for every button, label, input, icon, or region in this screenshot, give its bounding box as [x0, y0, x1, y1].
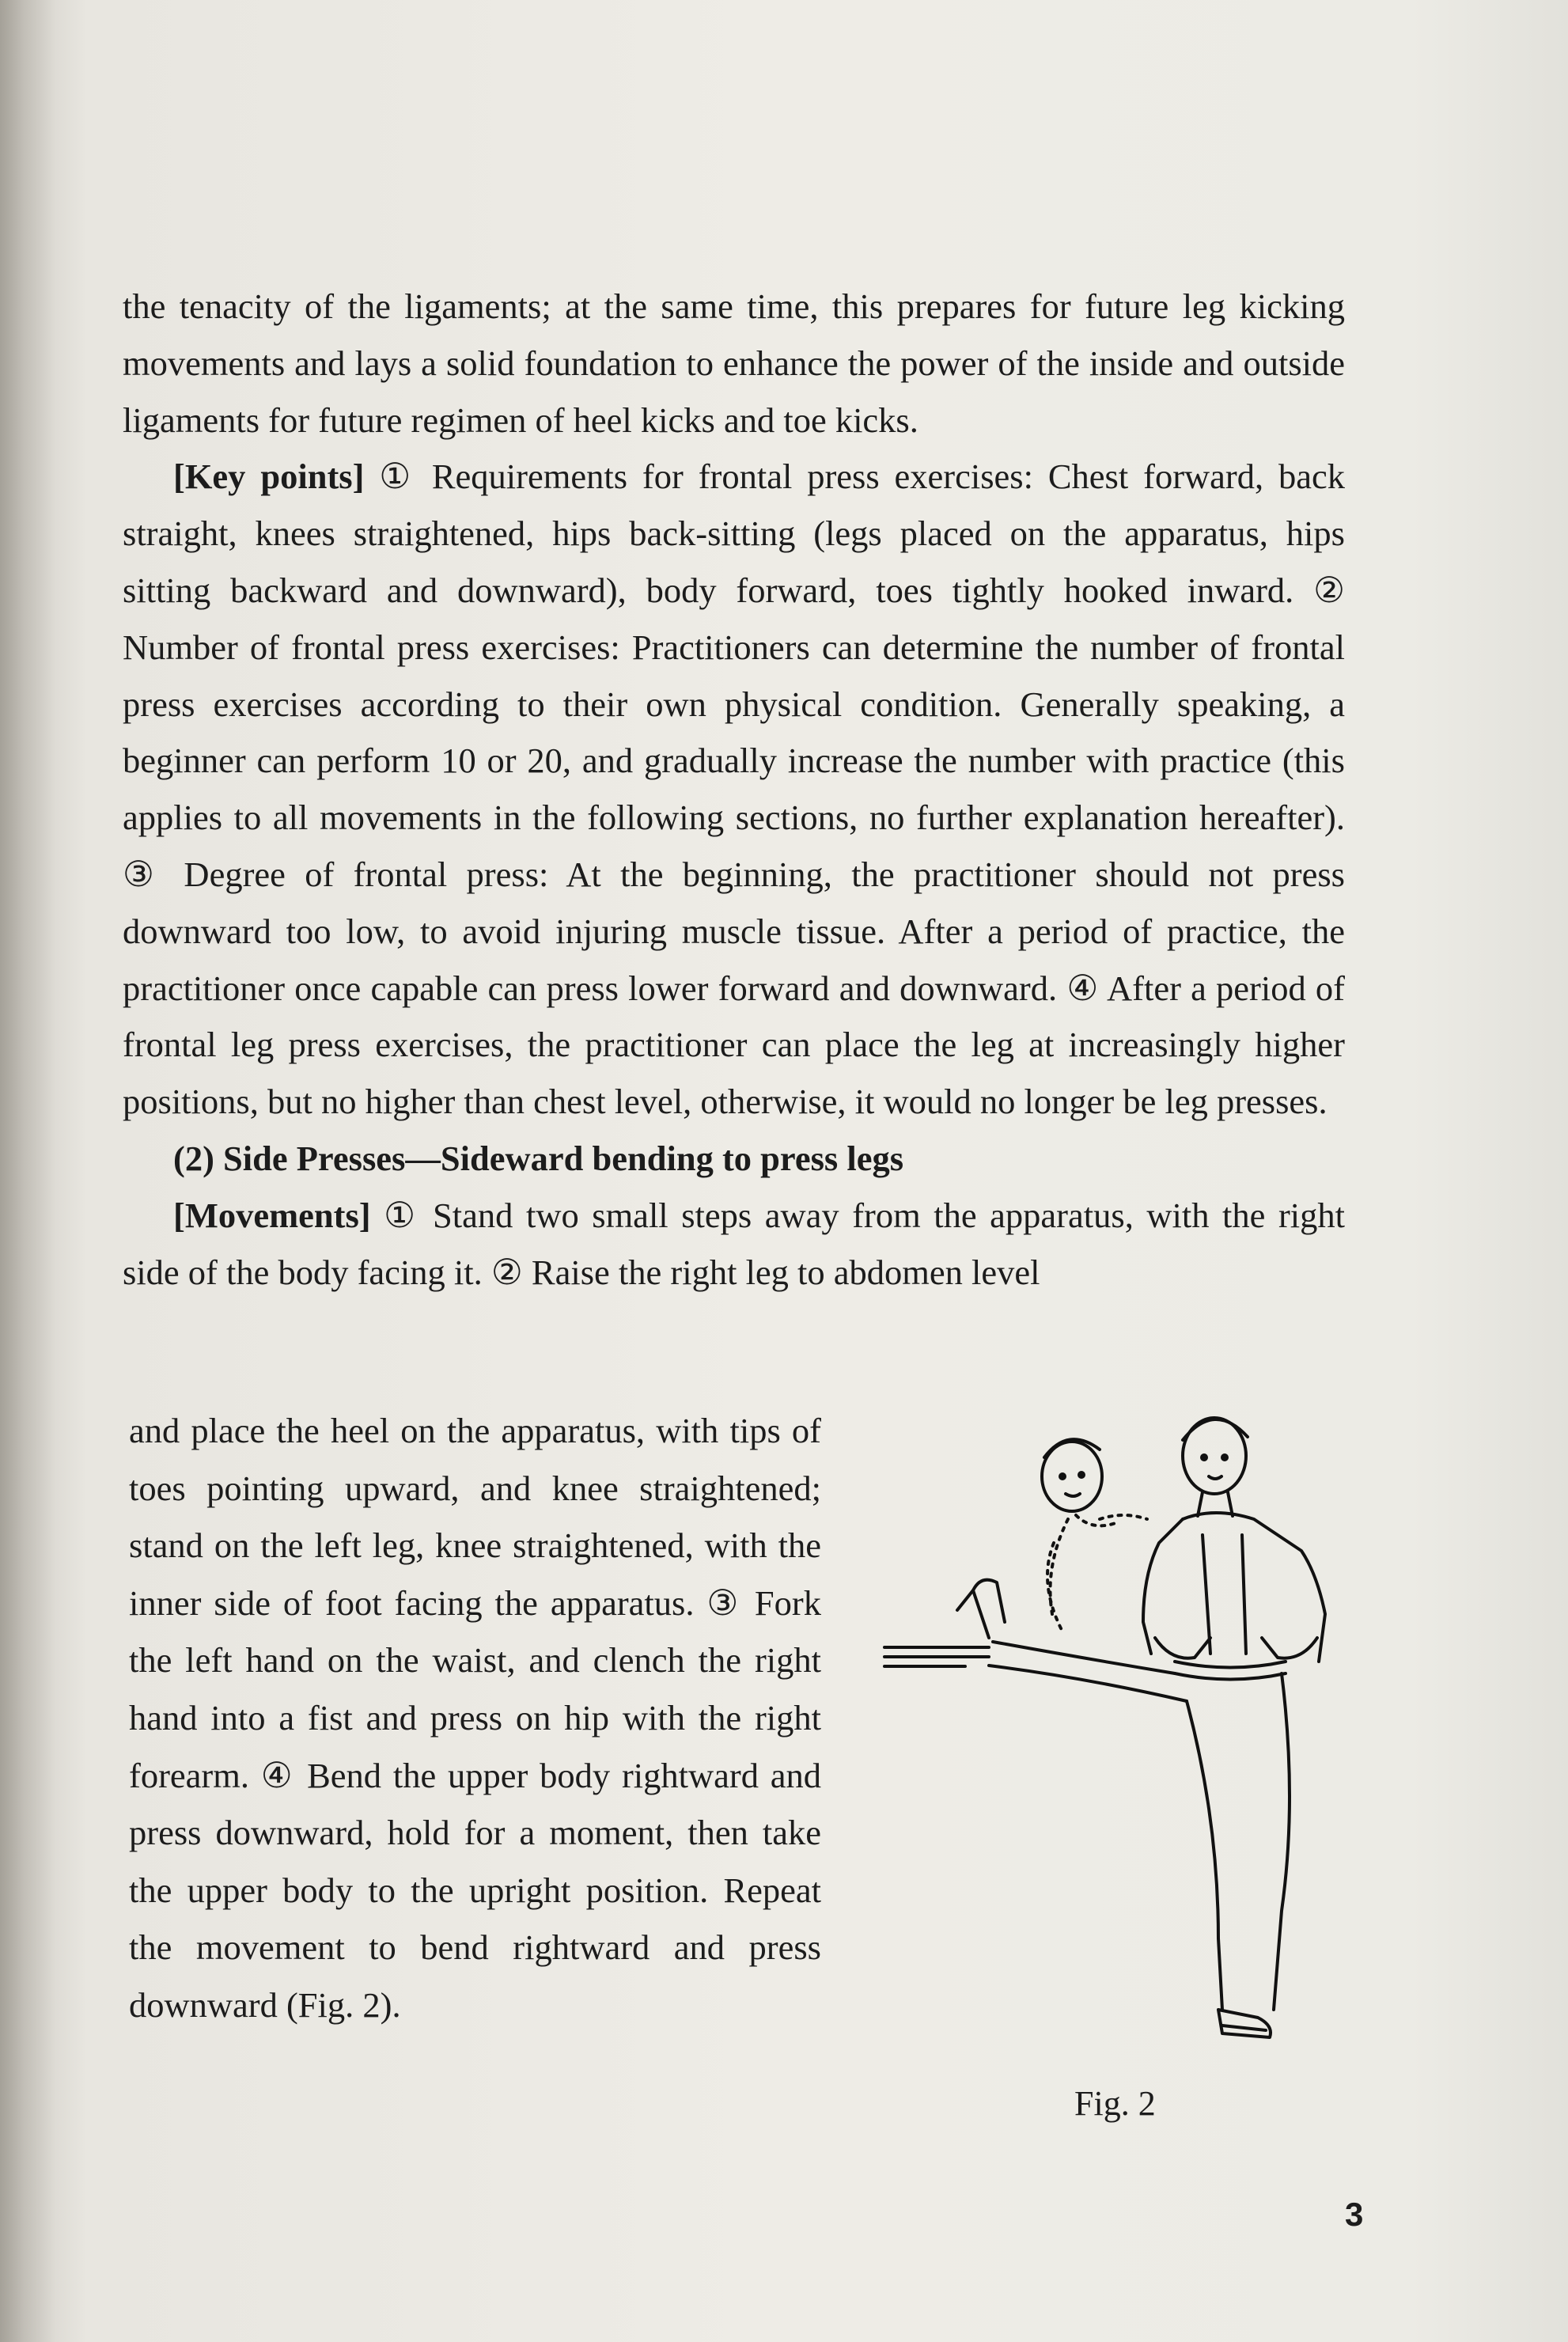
movements-text: ① Stand two small steps away from the apparatus, with the right side of the body facing it. ② Raise the right leg to abdomen level — [123, 1195, 1345, 1292]
movements-wrap-column — [129, 1402, 821, 2034]
section-heading: (2) Side Presses—Sideward bending to press legs — [173, 1138, 904, 1178]
figure-caption: Fig. 2 — [1074, 2084, 1156, 2123]
movements-paragraph — [123, 1188, 1345, 1302]
movements-label: [Movements] — [173, 1195, 371, 1235]
page-number: 3 — [1345, 2196, 1364, 2233]
key-points-text: ① Requirements for frontal press exercises: Chest forward, back straight, knees straightened, hips back-sitting (legs placed on the apparatus, hips sitting backward and downward), body forward, toes tightly hooked inward. ② Number of frontal press exercises: Practitioners can determine the number of frontal press exercises according to their own physical condition. Generally speaking, a beginner can perform 10 or 20, and gradually increase the number with practice (this applies to all movements in the following sections, no further explanation hereafter). ③ Degree of frontal press: At the beginning, the practitioner should not press downward too low, to avoid injuring muscle tissue. After a period of practice, the practitioner once capable can press lower forward and downward. ④ After a period of frontal leg press exercises, the practitioner can place the leg at increasingly higher positions, but no higher than chest level, otherwise, it would no longer be leg presses. — [123, 457, 1346, 1122]
intro-paragraph: the tenacity of the ligaments; at the same time, this prepares for future leg kicking movements and lays a solid foundation to enhance the power of the inside and outside ligaments for future regimen of heel kicks and toe kicks. — [123, 286, 1345, 440]
body-text — [123, 279, 1345, 1301]
key-points-paragraph — [123, 449, 1345, 1131]
page-gutter-shadow — [0, 0, 55, 2342]
side-leg-press-illustration — [870, 1400, 1361, 2057]
movements-wrap-text: and place the heel on the apparatus, with tips of toes pointing upward, and knee straightened; stand on the left leg, knee straightened, with the inner side of foot facing the apparatus. ③ Fork the left hand on the waist, and clench the right hand into a fist and press on hip with the right forearm. ④ Bend the upper body rightward and press downward, hold for a moment, then take the upper body to the upright position. Repeat the movement to bend rightward and press downward (Fig. 2). — [129, 1411, 821, 2025]
key-points-label: [Key points] — [173, 457, 365, 497]
